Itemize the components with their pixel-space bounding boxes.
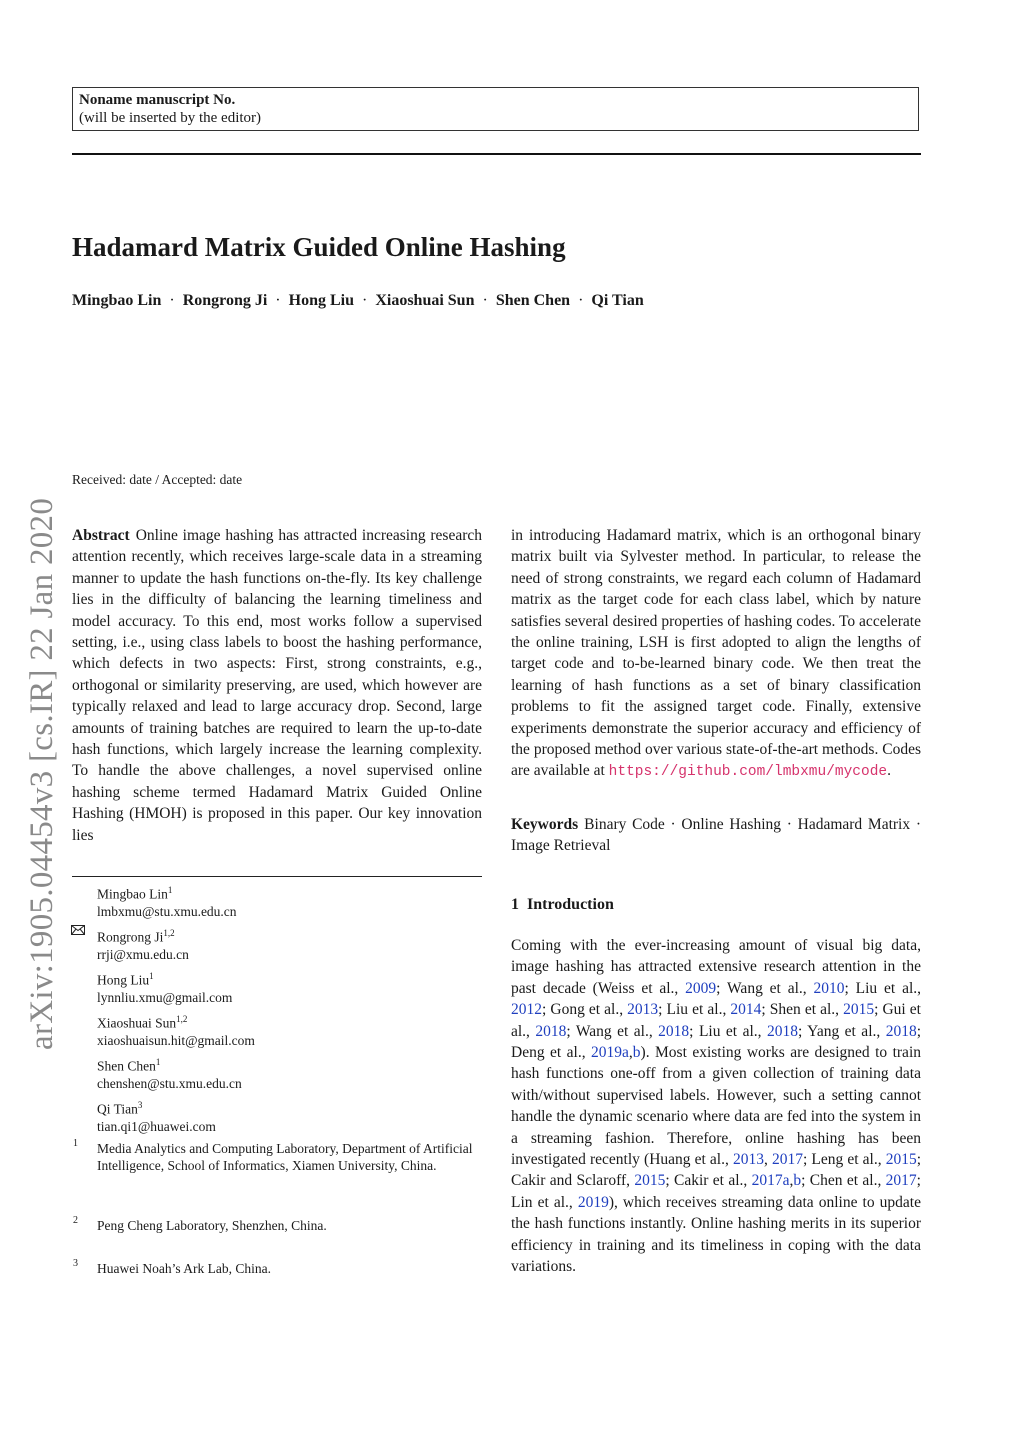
citation-link[interactable]: b <box>632 1044 641 1062</box>
section-heading-introduction <box>511 896 614 914</box>
affiliation-entry <box>97 1097 216 1135</box>
intro-text: ; Liu et al., <box>689 1022 767 1040</box>
paper-title: Hadamard Matrix Guided Online Hashing <box>72 232 566 262</box>
manuscript-label: Noname manuscript No. <box>79 92 236 108</box>
aff-email: chenshen@stu.xmu.edu.cn <box>97 1075 242 1091</box>
code-url-link[interactable]: https://github.com/lmbxmu/mycode <box>608 764 888 781</box>
citation-link[interactable]: 2018 <box>535 1022 567 1040</box>
author-name: Hong Liu <box>288 292 354 309</box>
note-number: 1 <box>73 1138 78 1149</box>
keywords-text: Binary Code · Online Hashing · Hadamard Matrix · Image Retrieval <box>511 816 921 855</box>
introduction-body <box>511 935 921 1278</box>
intro-text: ; Shen et al., <box>761 1001 844 1019</box>
intro-text: ; Wang et al., <box>716 979 814 997</box>
aff-name: Mingbao Lin <box>97 886 168 902</box>
abstract-right <box>511 525 921 784</box>
intro-text: ; Cakir and Sclaroff, <box>511 1151 922 1190</box>
intro-text: ; Gui et al., <box>511 1001 921 1040</box>
intro-text: , <box>763 1151 772 1169</box>
citation-link[interactable]: b <box>793 1172 802 1190</box>
intro-text: , <box>789 1172 794 1190</box>
intro-text: ; Wang et al., <box>566 1022 659 1040</box>
author-name: Shen Chen <box>495 292 571 309</box>
citation-link[interactable]: 2015 <box>843 1001 875 1019</box>
author-name: Mingbao Lin <box>72 292 162 309</box>
section-number: 1 <box>511 896 519 913</box>
intro-text: ; Yang et al., <box>797 1022 886 1040</box>
author-name: Rongrong Ji <box>182 292 268 309</box>
aff-sup: 1 <box>155 1057 161 1067</box>
citation-link[interactable]: 2019 <box>577 1193 609 1211</box>
citation-link[interactable]: 2019a <box>591 1044 629 1062</box>
aff-email: rrji@xmu.edu.cn <box>97 946 189 962</box>
affiliation-note: Peng Cheng Laboratory, Shenzhen, China. <box>97 1218 327 1233</box>
aff-email: lynnliu.xmu@gmail.com <box>97 989 233 1005</box>
author-line: Mingbao Lin · Rongrong Ji · Hong Liu · Xiaoshuai Sun · Shen Chen · Qi Tian <box>72 292 644 309</box>
citation-link[interactable]: 2015 <box>885 1151 917 1169</box>
abstract-label: Abstract <box>72 527 130 544</box>
citation-link[interactable]: 2013 <box>627 1001 659 1019</box>
editor-note: (will be inserted by the editor) <box>79 110 262 126</box>
abstract-left <box>72 525 482 846</box>
abstract-end: . <box>887 762 891 780</box>
abstract-text-right: in introducing Hadamard matrix, which is an orthogonal binary matrix built via Sylvester method. In particular, to release the need of strong constraints, we regard each column of Hadamard matrix as the target code for each class label, which by nature satisfies several desired properties of hashing codes. To accelerate the online training, LSH is first adopted to align the lengths of target code and to-be-learned binary code. We then treat the learning of hash functions as a set of binary classification problems to fit the assigned target code. Finally, extensive experiments demonstrate the superior accuracy and efficiency of the proposed method over various state-of-the-art methods. Codes are available at <box>511 527 921 780</box>
footnote-rule <box>72 876 482 877</box>
affiliation-note: Media Analytics and Computing Laboratory, Department of Artificial Intelligence, School of Informatics, Xiamen University, China. <box>97 1141 473 1173</box>
keywords-label: Keywords <box>511 816 579 833</box>
aff-sup: 1,2 <box>176 1014 188 1024</box>
citation-link[interactable]: 2014 <box>730 1001 762 1019</box>
intro-text: ; Liu et al., <box>658 1001 731 1019</box>
aff-sup: 1,2 <box>163 928 175 938</box>
affiliation-entry <box>97 968 232 1006</box>
abstract-text-left: Online image hashing has attracted increasing research attention recently, which receives large-scale data in a streaming manner to update the hash functions on-the-fly. Its key challenge lies in the difficulty of balancing the learning timeliness and model accuracy. To this end, most works follow a supervised setting, i.e., using class labels to boost the hashing performance, which defects in two aspects: First, strong constraints, e.g., orthogonal or similarity preserving, are used, which however are typically relaxed and lead to large accuracy drop. Second, large amounts of training batches are required to learn the up-to-date hash functions, which largely increase the learning complexity. To handle the above challenges, a novel supervised online hashing scheme termed Hadamard Matrix Guided Online Hashing (HMOH) is proposed in this paper. Our key innovation lies <box>72 527 482 844</box>
note-number: 3 <box>73 1258 78 1269</box>
citation-link[interactable]: 2018 <box>766 1022 798 1040</box>
author-name: Qi Tian <box>591 292 644 309</box>
intro-text: ; Cakir et al., <box>665 1172 752 1190</box>
aff-sup: 1 <box>149 971 154 981</box>
affiliation-entry <box>97 1011 255 1049</box>
aff-email: tian.qi1@huawei.com <box>97 1118 216 1134</box>
arxiv-stamp: arXiv:1905.04454v3 [cs.IR] 22 Jan 2020 <box>24 497 60 1050</box>
citation-link[interactable]: 2010 <box>813 979 845 997</box>
intro-text: ; Deng et al., <box>511 1022 922 1062</box>
aff-name: Shen Chen <box>97 1058 156 1074</box>
intro-text: ; Chen et al., <box>801 1172 886 1190</box>
affiliation-entry <box>97 1054 242 1092</box>
aff-sup: 1 <box>167 885 173 895</box>
note-number: 2 <box>73 1215 78 1226</box>
aff-sup: 3 <box>137 1100 143 1110</box>
citation-link[interactable]: 2017 <box>771 1151 803 1169</box>
author-name: Xiaoshuai Sun <box>375 292 475 309</box>
section-title: Introduction <box>527 896 614 913</box>
intro-text: ; Lin et al., <box>511 1172 921 1211</box>
citation-link[interactable]: 2015 <box>634 1172 666 1190</box>
citation-link[interactable]: 2017 <box>885 1172 917 1190</box>
citation-link[interactable]: 2018 <box>885 1022 917 1040</box>
received-line: Received: date / Accepted: date <box>72 472 243 487</box>
citation-link[interactable]: 2013 <box>732 1151 764 1169</box>
aff-name: Rongrong Ji <box>97 929 164 945</box>
affiliation-entry <box>97 882 237 920</box>
citation-link[interactable]: 2009 <box>685 979 717 997</box>
citation-link[interactable]: 2017a <box>751 1172 790 1190</box>
aff-email: lmbxmu@stu.xmu.edu.cn <box>97 903 237 919</box>
aff-name: Xiaoshuai Sun <box>97 1015 177 1031</box>
aff-name: Qi Tian <box>97 1101 138 1117</box>
citation-link[interactable]: 2018 <box>658 1022 690 1040</box>
citation-link[interactable]: 2012 <box>511 1001 542 1019</box>
aff-name: Hong Liu <box>97 972 150 988</box>
manuscript-box <box>72 87 919 131</box>
top-rule <box>72 153 921 155</box>
aff-email: xiaoshuaisun.hit@gmail.com <box>97 1032 255 1048</box>
intro-text: ; Gong et al., <box>542 1001 628 1019</box>
affiliation-entry <box>97 925 189 963</box>
intro-text: ), which receives streaming data online to update the hash functions instantly. Online hashing merits in its superior efficiency in training and its timeliness in coping with the data variations. <box>511 1193 921 1276</box>
intro-text: ; Leng et al., <box>802 1151 886 1169</box>
keywords <box>511 814 921 857</box>
intro-text: , <box>628 1044 633 1062</box>
envelope-icon <box>71 925 85 935</box>
intro-text: ; Liu et al., <box>844 979 922 997</box>
intro-text: Coming with the ever-increasing amount of visual big data, image hashing has attracted extensive research attention in the past decade (Weiss et al., <box>511 937 921 997</box>
affiliation-note: Huawei Noah’s Ark Lab, China. <box>97 1261 271 1276</box>
intro-text: ). Most existing works are designed to train hash functions one-off from a given collection of training data with/without supervised labels. However, such a setting cannot handle the dynamic scenario where data are fed into the system in a streaming fashion. Therefore, online hashing has been investigated recently (Huang et al., <box>511 1044 921 1169</box>
